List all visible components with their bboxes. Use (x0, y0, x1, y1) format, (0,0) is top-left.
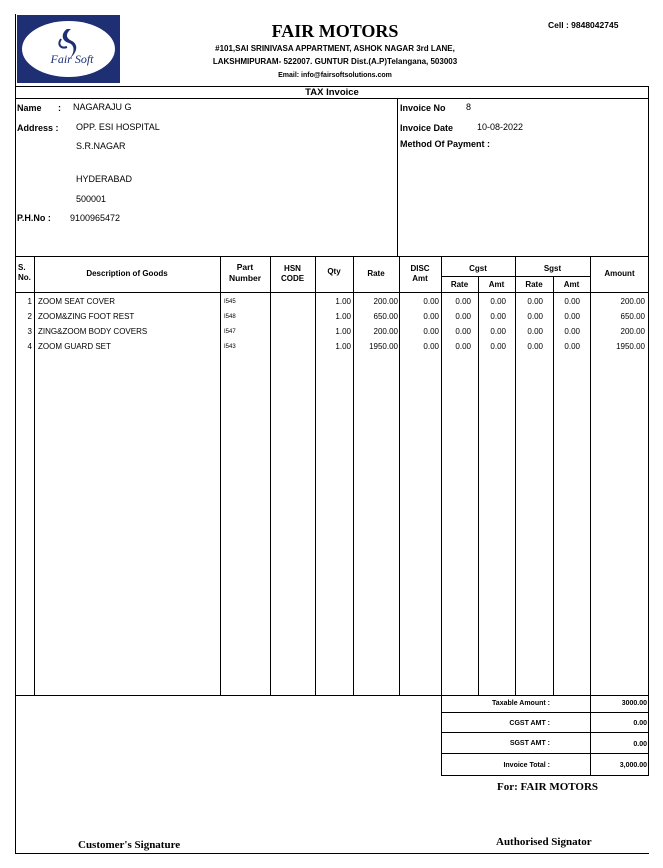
cell-part: I543 (224, 344, 236, 350)
cell-sgst-rate: 0.00 (527, 327, 543, 336)
cell-sno: 3 (27, 327, 32, 336)
cell-cgst-rate: 0.00 (455, 312, 471, 321)
doc-title: TAX Invoice (305, 87, 359, 98)
cell-amount: 200.00 (620, 327, 645, 336)
col-line (315, 256, 316, 696)
rule (441, 732, 649, 733)
rule (441, 775, 649, 776)
col-line (353, 256, 354, 696)
company-name: FAIR MOTORS (271, 21, 399, 41)
header-qty: Qty (327, 267, 341, 276)
header-hsn: HSN CODE (280, 264, 305, 283)
rule (15, 98, 649, 99)
name-colon: : (58, 103, 61, 113)
cell-sgst-rate: 0.00 (527, 297, 543, 306)
company-address-line2: LAKSHMIPURAM- 522007. GUNTUR Dist.(A.P)Telangana, 503003 (212, 57, 458, 66)
logo-text: Fair Soft (50, 52, 94, 66)
company-email: Email: info@fairsoftsolutions.com (278, 72, 392, 79)
cell-rate: 1950.00 (369, 342, 398, 351)
sgst-amt-label: SGST AMT : (509, 740, 550, 747)
cgst-amt-value: 0.00 (633, 720, 647, 727)
address-line: OPP. ESI HOSPITAL (76, 122, 160, 132)
cell-amount: 200.00 (620, 297, 645, 306)
cell-disc: 0.00 (423, 327, 439, 336)
cell-desc: ZOOM SEAT COVER (38, 297, 116, 306)
cell-desc: ZOOM GUARD SET (38, 342, 111, 351)
header-description: Description of Goods (86, 269, 168, 278)
rule (441, 753, 649, 754)
header-cgst-amt: Amt (488, 280, 505, 289)
logo-emblem-icon (17, 15, 120, 83)
bottom-rule (15, 853, 649, 854)
cell-part: I545 (224, 299, 236, 305)
sgst-amt-value: 0.00 (633, 741, 647, 748)
taxable-amount-value: 3000.00 (621, 700, 647, 707)
col-line (515, 256, 516, 696)
for-company: For: FAIR MOTORS (497, 781, 599, 793)
cell-sno: 4 (27, 342, 32, 351)
header-cgst-rate: Rate (450, 280, 469, 289)
header-sgst-rate: Rate (525, 280, 543, 289)
outer-right-border (648, 86, 649, 776)
cell-cgst-amt: 0.00 (490, 297, 506, 306)
company-logo (17, 15, 120, 83)
rule (15, 256, 649, 257)
col-line (270, 256, 271, 696)
cell-amount: 1950.00 (616, 342, 645, 351)
cell-amount: 650.00 (620, 312, 645, 321)
cell-sgst-amt: 0.00 (564, 297, 580, 306)
header-sno: S. No. (18, 263, 31, 282)
cell-cgst-amt: 0.00 (490, 327, 506, 336)
header-sgst: Sgst (543, 264, 562, 273)
cell-qty: 1.00 (335, 297, 351, 306)
cell-sgst-rate: 0.00 (527, 312, 543, 321)
cell-qty: 1.00 (335, 342, 351, 351)
address-line: HYDERABAD (76, 174, 133, 184)
cell-rate: 200.00 (373, 297, 398, 306)
col-line (590, 256, 591, 696)
cell-cgst-rate: 0.00 (455, 327, 471, 336)
invoice-no-label: Invoice No (400, 103, 446, 113)
cgst-amt-label: CGST AMT : (509, 720, 550, 727)
cell-desc: ZOOM&ZING FOOT REST (38, 312, 135, 321)
company-address-line1: #101,SAI SRINIVASA APPARTMENT, ASHOK NAGAR 3rd LANE, (215, 44, 455, 53)
cell-sgst-amt: 0.00 (564, 342, 580, 351)
authorised-signatory: Authorised Signator (496, 836, 592, 848)
customer-signature: Customer's Signature (78, 839, 181, 851)
col-line (34, 256, 35, 696)
cell-cgst-amt: 0.00 (490, 342, 506, 351)
cell-rate: 200.00 (373, 327, 398, 336)
cell-qty: 1.00 (335, 327, 351, 336)
col-line (478, 276, 479, 696)
cell-sno: 1 (27, 297, 32, 306)
header-disc: DISC Amt (410, 264, 430, 283)
cell-disc: 0.00 (423, 297, 439, 306)
company-cell: Cell : 9848042745 (548, 20, 619, 30)
cell-cgst-rate: 0.00 (455, 297, 471, 306)
header-amount: Amount (604, 269, 635, 278)
address-line: S.R.NAGAR (76, 141, 126, 151)
cell-cgst-rate: 0.00 (455, 342, 471, 351)
header-part-number: Part Number (228, 262, 262, 283)
cell-disc: 0.00 (423, 342, 439, 351)
name-label: Name (17, 103, 42, 113)
header-rate: Rate (367, 269, 385, 278)
rule (441, 712, 649, 713)
header-sgst-amt: Amt (563, 280, 580, 289)
customer-phone: 9100965472 (70, 213, 121, 223)
cell-sno: 2 (27, 312, 32, 321)
cell-sgst-rate: 0.00 (527, 342, 543, 351)
cell-rate: 650.00 (373, 312, 398, 321)
invoice-total-value: 3,000.00 (619, 762, 647, 769)
address-label: Address : (17, 123, 59, 133)
cell-qty: 1.00 (335, 312, 351, 321)
invoice-date: 10-08-2022 (477, 122, 524, 132)
info-divider (397, 98, 398, 256)
taxable-amount-label: Taxable Amount : (492, 700, 550, 707)
col-line (553, 276, 554, 696)
cell-desc: ZING&ZOOM BODY COVERS (38, 327, 148, 336)
address-line: 500001 (76, 194, 107, 204)
customer-name: NAGARAJU G (73, 102, 132, 112)
cell-cgst-amt: 0.00 (490, 312, 506, 321)
col-line (399, 256, 400, 696)
invoice-no: 8 (466, 102, 472, 112)
cell-sgst-amt: 0.00 (564, 312, 580, 321)
phone-label: P.H.No : (17, 213, 51, 223)
cell-sgst-amt: 0.00 (564, 327, 580, 336)
header-cgst: Cgst (469, 264, 487, 273)
outer-left-border (15, 14, 16, 854)
payment-method-label: Method Of Payment : (400, 139, 491, 149)
cell-disc: 0.00 (423, 312, 439, 321)
col-line (441, 256, 442, 696)
invoice-date-label: Invoice Date (400, 123, 454, 133)
invoice-total-label: Invoice Total : (503, 762, 550, 769)
cell-part: I547 (224, 329, 236, 335)
cell-part: I548 (224, 314, 236, 320)
col-line (220, 256, 221, 696)
